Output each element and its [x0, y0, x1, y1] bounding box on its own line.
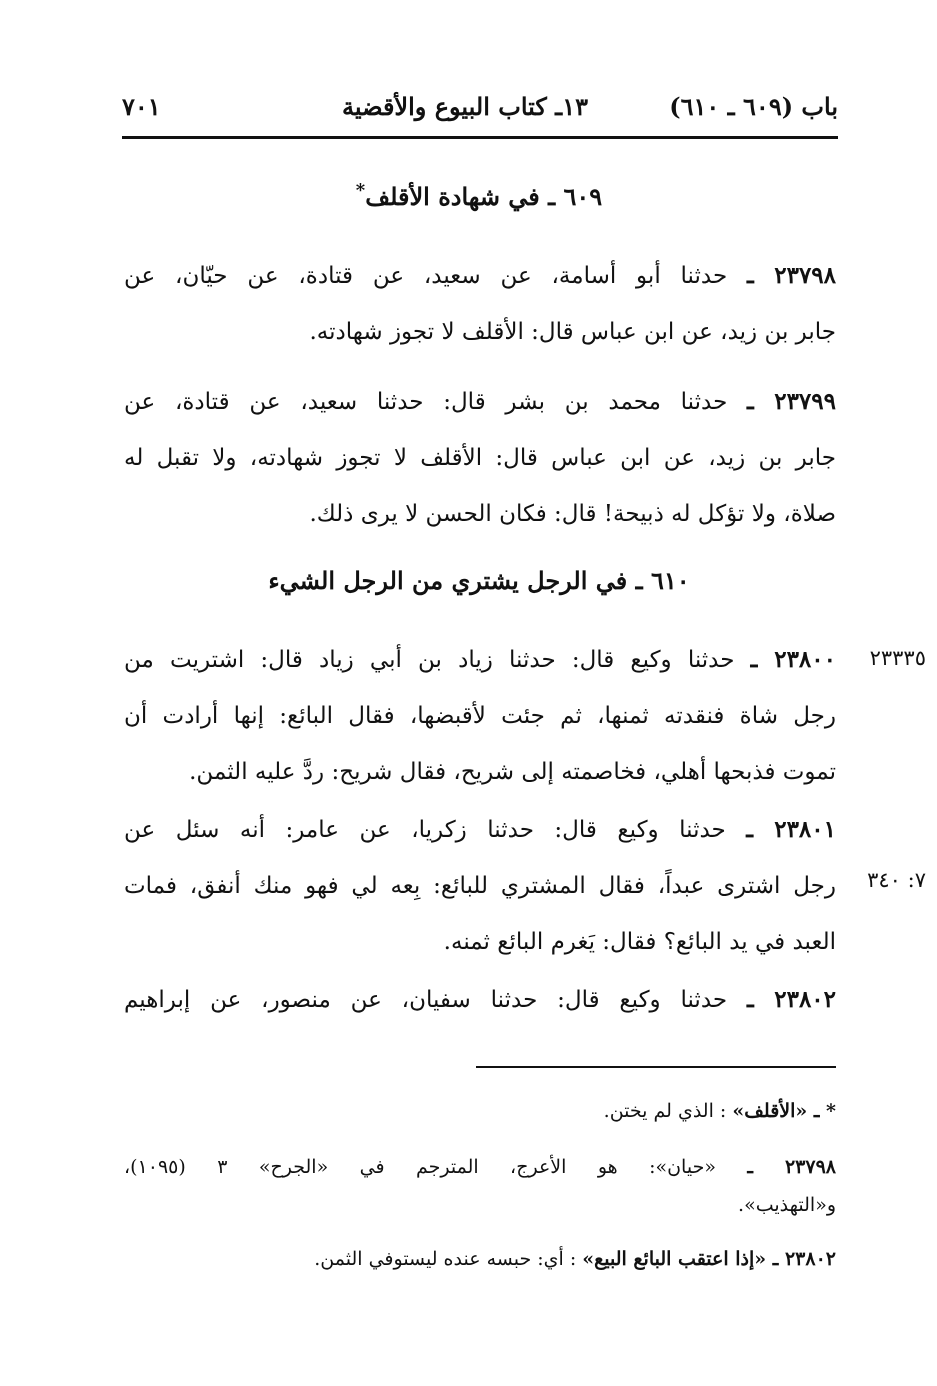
hadith-23801	[124, 802, 836, 970]
hadith-number: ٢٣٨٠٢ ـ	[746, 986, 836, 1013]
footnote-text: «حيان»: هو الأعرج، المترجم في «الجرح» ٣ (١٠٩٥)،	[124, 1156, 748, 1178]
hadith-text: حدثنا وكيع قال: حدثنا زكريا، عن عامر: أنه سئل عن	[124, 817, 726, 843]
section-title-text: ٦٠٩ ـ في شهادة الأقلف	[365, 182, 603, 211]
hadith-23798	[124, 248, 836, 360]
margin-ref-23335: ٢٣٣٣٥	[869, 646, 926, 670]
book-title: ١٣ـ كتاب البيوع والأقضية	[342, 92, 588, 121]
margin-ref-volume-page: ٧: ٣٤٠	[867, 868, 926, 892]
hadith-line: جابر بن زيد، عن ابن عباس قال: الأقلف لا تجوز شهادته.	[309, 319, 836, 345]
hadith-23800	[124, 632, 836, 800]
footnote-line	[124, 1148, 836, 1186]
hadith-number: ٢٣٨٠٠ ـ	[750, 646, 836, 673]
hadith-text: حدثنا وكيع قال: حدثنا زياد بن أبي زياد قال: اشتريت من	[124, 647, 735, 673]
footnote-text: : الذي لم يختن.	[603, 1100, 733, 1122]
hadith-23799	[124, 374, 836, 542]
footnote-line	[124, 1092, 836, 1130]
hadith-number: ٢٣٨٠١ ـ	[746, 816, 836, 843]
hadith-line: جابر بن زيد، عن ابن عباس قال: الأقلف لا تجوز شهادته، ولا تقبل له	[124, 445, 836, 471]
page-number: ٧٠١	[122, 92, 161, 121]
header-rule	[122, 136, 838, 139]
footnote-text: : أي: حبسه عنده ليستوفي الثمن.	[314, 1248, 583, 1270]
hadith-line	[124, 802, 836, 858]
footnote-rule	[476, 1066, 836, 1068]
hadith-text: حدثنا وكيع قال: حدثنا سفيان، عن منصور، عن إبراهيم	[124, 987, 728, 1013]
footnote-23798	[124, 1148, 836, 1224]
chapter-range: باب (٦٠٩ ـ ٦١٠)	[669, 92, 838, 121]
hadith-line	[124, 632, 836, 688]
hadith-line	[124, 374, 836, 430]
hadith-text: حدثنا محمد بن بشر قال: حدثنا سعيد، عن قتادة، عن	[124, 389, 728, 415]
hadith-number: ٢٣٧٩٩ ـ	[747, 388, 836, 415]
footnote-lead: ٢٣٧٩٨ ـ	[747, 1156, 836, 1178]
footnote-mark: *	[355, 180, 366, 201]
footnote-line	[124, 1240, 836, 1278]
footnote-23802	[124, 1240, 836, 1278]
hadith-line: العبد في يد البائع؟ فقال: يَغرم البائع ثمنه.	[443, 929, 836, 955]
hadith-23802	[124, 972, 836, 1028]
hadith-number: ٢٣٧٩٨ ـ	[746, 262, 836, 289]
hadith-line: تموت فذبحها أهلي، فخاصمته إلى شريح، فقال شريح: ردَّ عليه الثمن.	[189, 759, 836, 785]
section-title-609	[120, 180, 838, 211]
footnote-lead: * ـ «الأقلف»	[732, 1100, 836, 1122]
footnote-aqlaf	[124, 1092, 836, 1130]
hadith-line: رجل شاة فنقدته ثمنها، ثم جئت لأقبضها، فقال البائع: إنها أرادت أن	[124, 703, 836, 729]
hadith-line	[124, 972, 836, 1028]
footnote-lead: ٢٣٨٠٢ ـ «إذا اعتقب البائع البيع»	[582, 1248, 836, 1270]
hadith-line: رجل اشترى عبداً، فقال المشتري للبائع: بِعه لي فهو منك أنفق، فمات	[124, 873, 836, 899]
section-title-text: ٦١٠ ـ في الرجل يشتري من الرجل الشيء	[268, 566, 690, 595]
footnote-line: و«التهذيب».	[738, 1194, 836, 1216]
hadith-text: حدثنا أبو أسامة، عن سعيد، عن قتادة، عن حيّان، عن	[124, 263, 728, 289]
section-title-610	[120, 566, 838, 595]
hadith-line: صلاة، ولا تؤكل له ذبيحة! قال: فكان الحسن لا يرى ذلك.	[309, 501, 836, 527]
running-header	[120, 86, 838, 130]
hadith-line	[124, 248, 836, 304]
